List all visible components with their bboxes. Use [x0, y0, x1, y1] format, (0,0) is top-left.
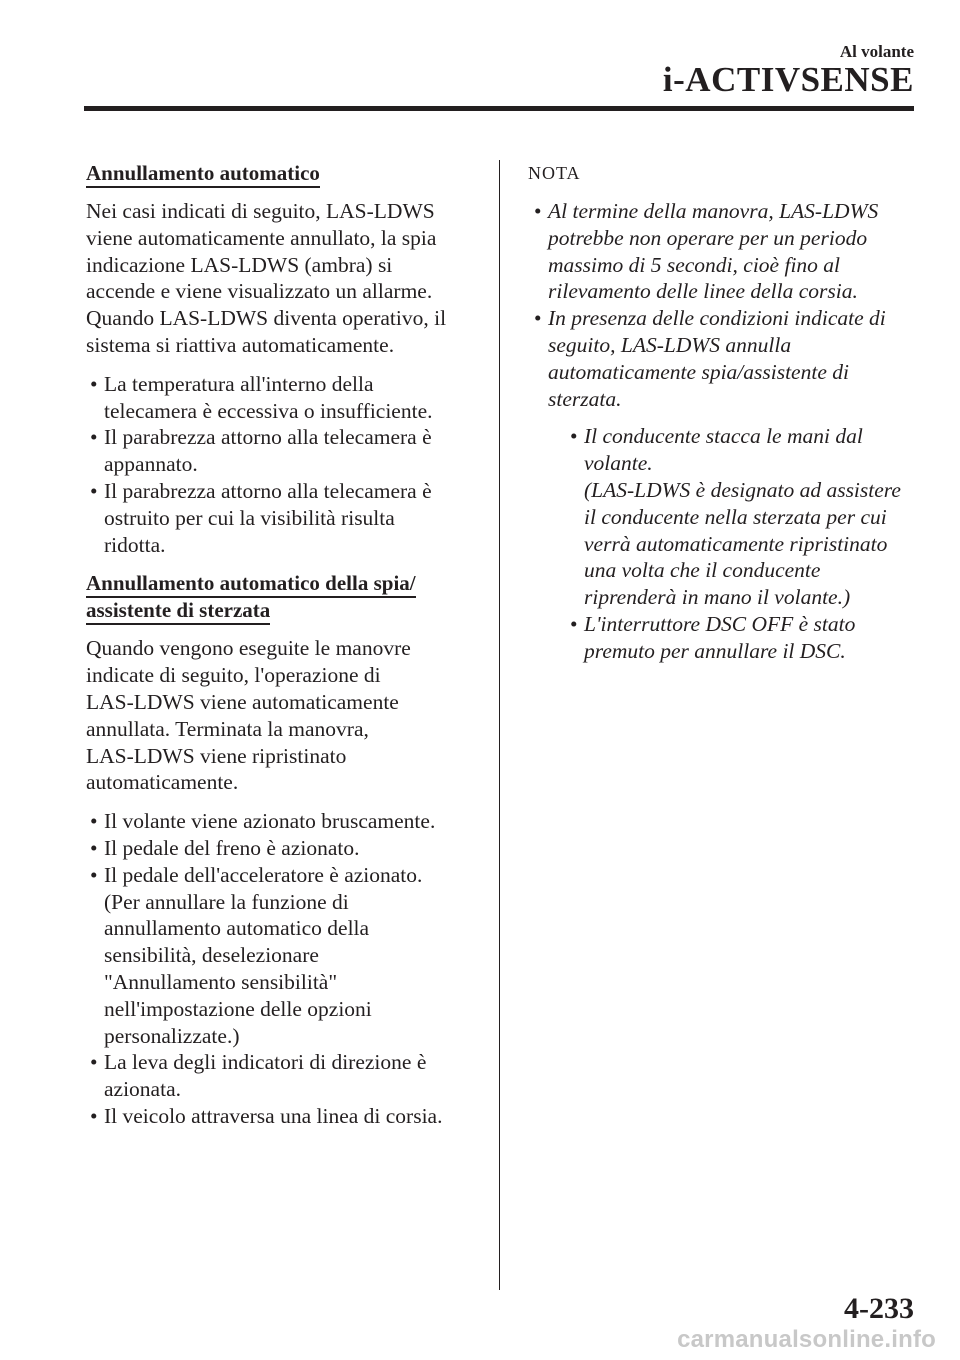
text-line: La leva degli indicatori di direzione è [104, 1050, 427, 1075]
nota-sub-item [566, 611, 918, 665]
text-line: Il pedale del freno è azionato. [104, 835, 360, 860]
text-line: sistema si riattiva automaticamente. [86, 332, 395, 357]
bullet-dot: • [90, 1103, 98, 1128]
header-title: i-ACTIVSENSE [662, 60, 914, 99]
list-item [86, 862, 478, 1050]
heading-text: Annullamento automatico [86, 161, 320, 188]
text-line: massimo di 5 secondi, cioè fino al [548, 252, 841, 277]
nota-sub-list [548, 423, 918, 664]
header-section-label: Al volante [839, 42, 914, 61]
text-line: verrà automaticamente ripristinato [584, 531, 888, 556]
text-line: indicate di seguito, l'operazione di [86, 663, 381, 688]
bullet-list-spia-cancel [86, 808, 478, 1130]
text-line: La temperatura all'interno della [104, 371, 374, 396]
text-line: Il conducente stacca le mani dal [584, 424, 863, 449]
text-line: Il veicolo attraversa una linea di corsia. [104, 1103, 443, 1128]
heading-line [86, 597, 478, 624]
text-line: L'interruttore DSC OFF è stato [584, 611, 856, 636]
text-line: annullamento automatico della [104, 916, 370, 941]
bullet-dot: • [90, 371, 98, 396]
text-line: volante. [584, 451, 653, 476]
bullet-dot: • [534, 199, 542, 223]
heading-annullamento-automatico [86, 160, 478, 187]
nota-item [528, 305, 918, 664]
text-line: nell'impostazione delle opzioni [104, 996, 372, 1021]
text-line: In presenza delle condizioni indicate di [548, 306, 886, 331]
bullet-list-auto-cancel [86, 371, 478, 559]
text-line: sterzata. [548, 386, 622, 411]
text-line: indicazione LAS-LDWS (ambra) si [86, 252, 393, 277]
header-rule [84, 106, 914, 111]
paragraph-spia-cancel [86, 635, 478, 796]
bullet-dot: • [90, 862, 98, 887]
text-line: premuto per annullare il DSC. [584, 638, 846, 663]
text-line: riprenderà in mano il volante.) [584, 585, 851, 610]
watermark: carmanualsonline.info [677, 1326, 936, 1353]
heading-annullamento-spia [86, 570, 478, 624]
text-line: (Per annullare la funzione di [104, 889, 349, 914]
text-line: Quando vengono eseguite le manovre [86, 636, 411, 661]
column-divider [499, 160, 500, 1290]
paragraph-auto-cancel [86, 198, 478, 359]
text-line: Al termine della manovra, LAS-LDWS [548, 199, 879, 223]
text-line: una volta che il conducente [584, 558, 821, 583]
list-item [86, 1049, 478, 1103]
text-line: personalizzate.) [104, 1023, 240, 1048]
bullet-dot: • [570, 424, 578, 449]
list-item [86, 835, 478, 862]
nota-list [528, 198, 918, 665]
text-line: il conducente nella sterzata per cui [584, 504, 887, 529]
list-item [86, 371, 478, 425]
list-item [86, 424, 478, 478]
text-line: azionata. [104, 1077, 181, 1102]
text-line: Il parabrezza attorno alla telecamera è [104, 478, 432, 503]
text-line: (LAS-LDWS è designato ad assistere [584, 477, 901, 502]
nota-title: NOTA [528, 163, 581, 183]
heading-text: Annullamento automatico della spia/ [86, 571, 416, 598]
text-line: "Annullamento sensibilità" [104, 969, 338, 994]
bullet-dot: • [90, 835, 98, 860]
text-line: ridotta. [104, 532, 166, 557]
page-number: 4-233 [844, 1292, 914, 1325]
bullet-dot: • [90, 1050, 98, 1075]
text-line: ostruito per cui la visibilità risulta [104, 505, 395, 530]
text-line: Il parabrezza attorno alla telecamera è [104, 425, 432, 450]
text-line: automaticamente spia/assistente di [548, 359, 849, 384]
text-line: viene automaticamente annullato, la spia [86, 225, 437, 250]
text-line: annullata. Terminata la manovra, [86, 716, 369, 741]
text-line: Nei casi indicati di seguito, LAS-LDWS [86, 199, 435, 223]
bullet-dot: • [90, 425, 98, 450]
text-line: Quando LAS-LDWS diventa operativo, il [86, 306, 447, 331]
text-line: accende e viene visualizzato un allarme. [86, 279, 433, 304]
text-line: automaticamente. [86, 770, 239, 795]
nota-sub-item [566, 423, 918, 611]
text-line: telecamera è eccessiva o insufficiente. [104, 398, 433, 423]
bullet-dot: • [90, 478, 98, 503]
text-line: Il pedale dell'acceleratore è azionato. [104, 862, 423, 887]
heading-text: assistente di sterzata [86, 598, 270, 625]
text-line: potrebbe non operare per un periodo [548, 225, 868, 250]
text-line: sensibilità, deselezionare [104, 943, 319, 968]
nota-item [528, 198, 918, 305]
list-item [86, 478, 478, 558]
bullet-dot: • [570, 611, 578, 636]
left-column [86, 160, 478, 1142]
list-item [86, 808, 478, 835]
list-item [86, 1103, 478, 1130]
right-column [528, 160, 918, 665]
text-line: LAS-LDWS viene automaticamente [86, 689, 399, 714]
text-line: rilevamento delle linee della corsia. [548, 279, 858, 304]
text-line: appannato. [104, 452, 198, 477]
text-line: seguito, LAS-LDWS annulla [548, 332, 792, 357]
bullet-dot: • [90, 809, 98, 834]
heading-line [86, 570, 478, 597]
text-line: LAS-LDWS viene ripristinato [86, 743, 347, 768]
text-line: Il volante viene azionato bruscamente. [104, 809, 436, 834]
bullet-dot: • [534, 306, 542, 331]
